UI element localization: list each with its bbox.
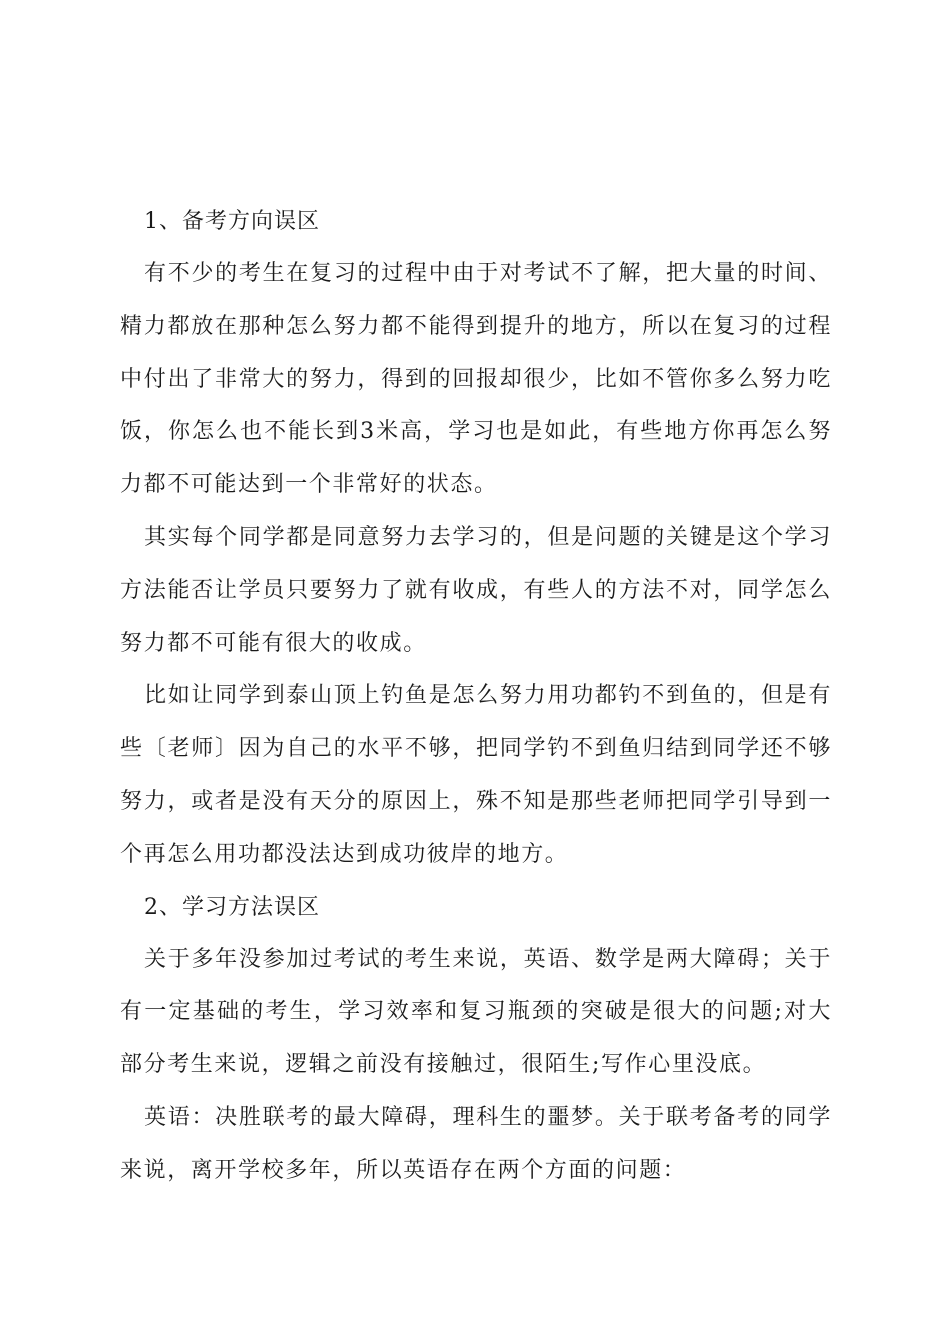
section-heading-2: 2、学习方法误区	[144, 894, 320, 920]
paragraph: 有不少的考生在复习的过程中由于对考试不了解，把大量的时间、精力都放在那种怎么努力都不能得到提升的地方，所以在复习的过程中付出了非常大的努力，得到的回报却很少，比如不管你多么努力吃饭，你怎么也不能长到3米高，学习也是如此，有些地方你再怎么努力都不可能达到一个非常好的状态。	[120, 261, 832, 498]
paragraph: 比如让同学到泰山顶上钓鱼是怎么努力用功都钓不到鱼的，但是有些〔老师〕因为自己的水平不够，把同学钓不到鱼归结到同学还不够努力，或者是没有天分的原因上，殊不知是那些老师把同学引导到一个再怎么用功都没法达到成功彼岸的地方。	[120, 683, 832, 867]
paragraph: 其实每个同学都是同意努力去学习的，但是问题的关键是这个学习方法能否让学员只要努力了就有收成，有些人的方法不对，同学怎么努力都不可能有很大的收成。	[120, 524, 832, 656]
document-body	[120, 196, 832, 1198]
paragraph: 关于多年没参加过考试的考生来说，英语、数学是两大障碍；关于有一定基础的考生，学习效率和复习瓶颈的突破是很大的问题;对大部分考生来说，逻辑之前没有接触过，很陌生;写作心里没底。	[120, 946, 832, 1078]
paragraph: 英语：决胜联考的最大障碍，理科生的噩梦。关于联考备考的同学来说，离开学校多年，所以英语存在两个方面的问题：	[120, 1104, 832, 1183]
section-heading-1: 1、备考方向误区	[144, 209, 320, 234]
